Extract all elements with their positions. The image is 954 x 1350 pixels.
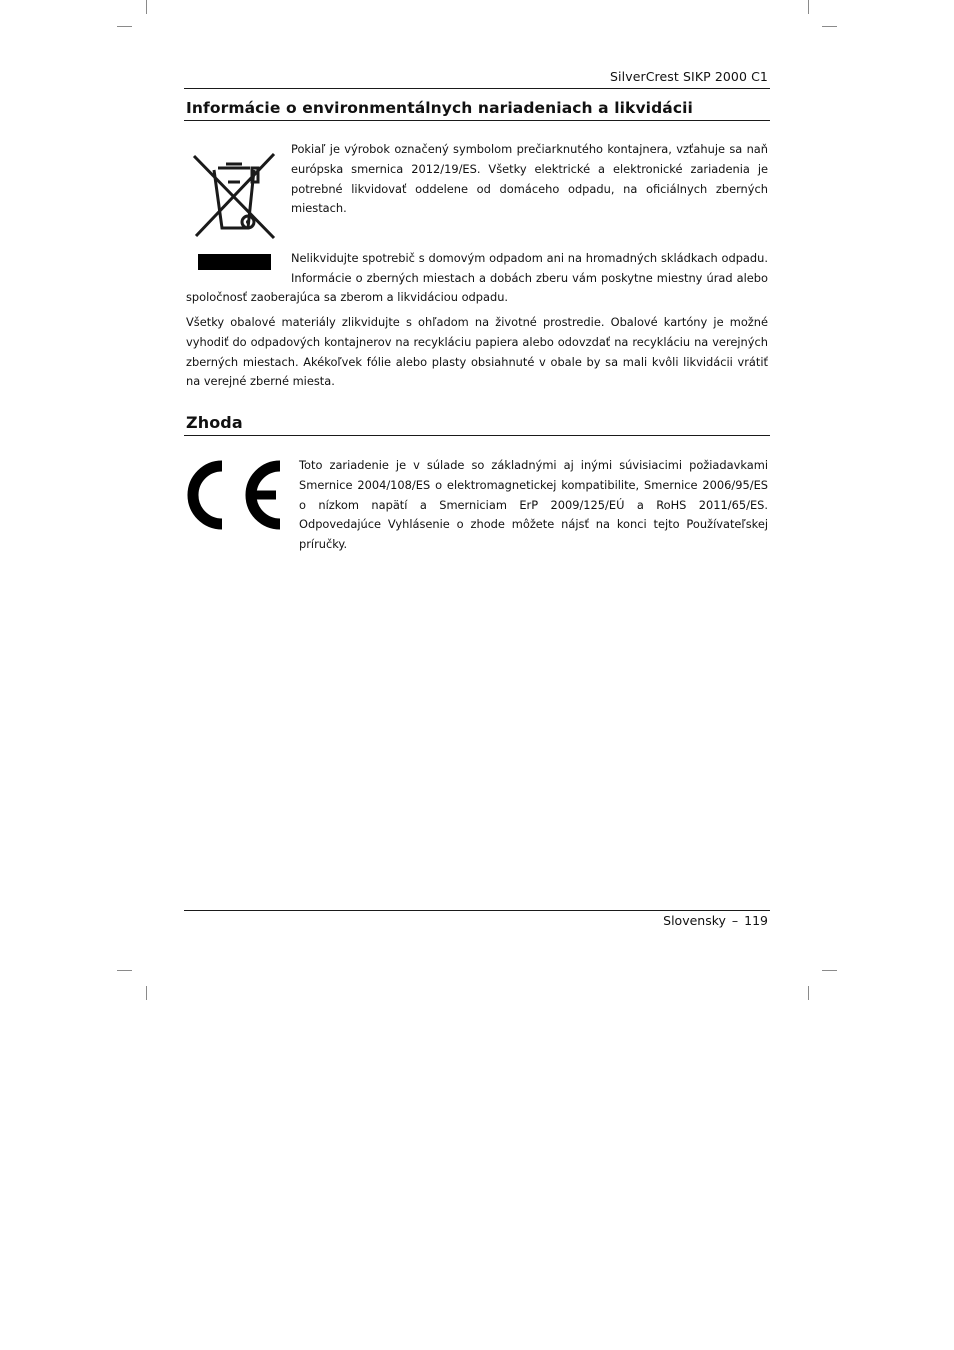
crop-mark xyxy=(146,986,147,1000)
footer-rule xyxy=(184,910,770,911)
footer-language: Slovensky xyxy=(663,913,726,928)
disposal-paragraph-2-line-2: Informácie o zberných miestach a dobách zberu vám poskytne miestny úrad alebo xyxy=(291,271,768,285)
crossed-out-wheelie-bin-icon xyxy=(188,150,280,275)
section-heading-conformity: Zhoda xyxy=(186,413,243,432)
crop-mark xyxy=(808,0,809,14)
crop-mark xyxy=(808,986,809,1000)
disposal-paragraph-2-line-1: Nelikvidujte spotrebič s domovým odpadom ani na hromadných skládkach odpadu. xyxy=(291,251,768,265)
disposal-paragraph-1: Pokiaľ je výrobok označený symbolom prečiarknutého kontajnera, vzťahuje sa naň európska smernica 2012/19/ES. Všetky elektrické a elektronické zariadenia je potrebné likvidovať oddelene od domáceho odpadu, na oficiálnych zberných miestach. xyxy=(291,142,768,216)
ce-mark-icon xyxy=(186,458,286,532)
running-header: SilverCrest SIKP 2000 C1 xyxy=(610,69,768,84)
section-heading-disposal: Informácie o environmentálnych nariadeniach a likvidácii xyxy=(186,99,693,117)
disposal-paragraph-3: Všetky obalové materiály zlikvidujte s ohľadom na životné prostredie. Obalové kartóny je možné vyhodiť do odpadových kontajnerov na recykláciu papiera alebo odovzdať na recykláciu na verejných zberných miestach. Akékoľvek fólie alebo plasty obsiahnuté v obale by sa mali kvôli likvidácii vrátiť na verejné zberné miesta. xyxy=(186,315,768,389)
crop-mark xyxy=(146,0,147,14)
crop-mark xyxy=(117,26,132,27)
disposal-paragraph-2-line-3: spoločnosť zaoberajúca sa zberom a likvidáciou odpadu. xyxy=(186,290,509,304)
heading-rule xyxy=(184,435,770,436)
conformity-paragraph: Toto zariadenie je v súlade so základnými aj inými súvisiacimi požiadavkami Smernice 2004/108/ES o elektromagnetickej kompatibilite, Smernice 2006/95/ES o nízkom napätí a Smerniciam ErP 2009/125/EÚ a RoHS 2011/65/ES. Odpovedajúce Vyhlásenie o zhode môžete nájsť na konci tejto Používateľskej príručky. xyxy=(299,458,768,552)
footer-separator: – xyxy=(731,913,739,928)
crop-mark xyxy=(822,970,837,971)
crop-mark xyxy=(822,26,837,27)
crop-mark xyxy=(117,970,132,971)
header-rule xyxy=(184,88,770,89)
page-number: 119 xyxy=(744,913,768,928)
heading-rule xyxy=(184,120,770,121)
page-footer xyxy=(663,913,768,928)
